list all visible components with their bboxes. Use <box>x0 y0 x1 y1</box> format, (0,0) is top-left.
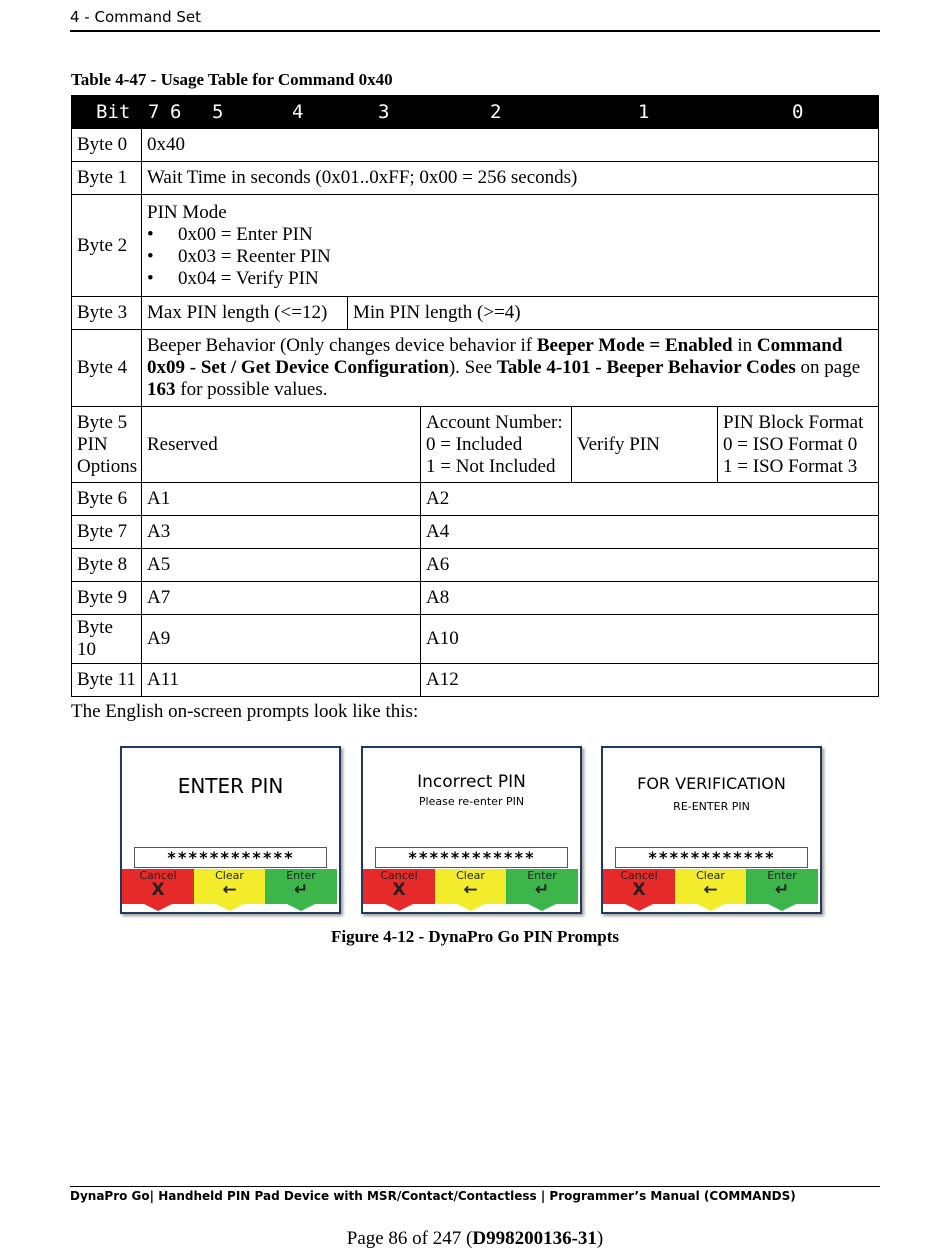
cell-a: A3 <box>142 516 421 549</box>
list-item: • 0x00 = Enter PIN <box>147 224 873 246</box>
cell-b: A2 <box>421 483 879 516</box>
byte-label: Options <box>77 455 138 477</box>
cell-a: A9 <box>142 615 421 664</box>
enter-icon: ↵ <box>774 880 790 900</box>
enter-icon: ↵ <box>293 880 309 900</box>
enter-label: Enter <box>527 869 557 882</box>
clear-button <box>435 869 506 904</box>
command-ref: Command 0x09 - Set / Get Device Configuration <box>147 335 843 378</box>
byte-label: Byte 1 <box>72 162 142 195</box>
table-row <box>72 582 879 615</box>
table-row <box>72 615 879 664</box>
prompt-title: Incorrect PIN <box>417 772 526 792</box>
bit-7: 7 <box>148 101 160 123</box>
page-number <box>0 1228 950 1250</box>
cancel-icon: X <box>151 880 165 900</box>
clear-label: Clear <box>215 869 244 882</box>
byte-label: Byte 8 <box>72 549 142 582</box>
byte0-value: 0x40 <box>142 129 879 162</box>
page-ref: 163 <box>147 379 176 400</box>
byte-label: Byte 2 <box>72 195 142 297</box>
pin-entry-field: ************ <box>375 847 568 868</box>
bit-4: 4 <box>292 101 304 123</box>
prompt-subtitle: RE-ENTER PIN <box>673 800 750 813</box>
account-line: Account Number: <box>426 411 563 433</box>
usage-table <box>71 95 879 697</box>
enter-button <box>265 869 337 904</box>
prompt-title: ENTER PIN <box>177 774 284 798</box>
beeper-text: on page <box>795 357 861 378</box>
cell-b: A10 <box>421 615 879 664</box>
enter-label: Enter <box>767 869 797 882</box>
pin-entry-field: ************ <box>615 847 808 868</box>
table-ref: Table 4-101 - Beeper Behavior Codes <box>496 357 796 378</box>
cell-b: A4 <box>421 516 879 549</box>
cancel-icon: X <box>632 880 646 900</box>
beeper-text: Beeper Behavior (Only changes device behavior if <box>147 335 537 356</box>
clear-label: Clear <box>456 869 485 882</box>
clear-button <box>675 869 746 904</box>
prompt-title: FOR VERIFICATION <box>637 774 786 793</box>
cancel-button <box>363 869 435 904</box>
list-item: • 0x04 = Verify PIN <box>147 268 873 290</box>
table-row <box>72 162 879 195</box>
enter-icon: ↵ <box>534 880 550 900</box>
table-row <box>72 664 879 697</box>
byte-label: Byte 4 <box>72 330 142 407</box>
incorrect-pin-screen <box>361 746 582 914</box>
cancel-label: Cancel <box>380 869 418 882</box>
byte-label: Byte 7 <box>72 516 142 549</box>
figure-caption: Figure 4-12 - DynaPro Go PIN Prompts <box>330 927 620 946</box>
table-row <box>72 129 879 162</box>
pin-entry-field: ************ <box>134 847 327 868</box>
keypad-buttons <box>603 869 820 904</box>
cell-a: A7 <box>142 582 421 615</box>
bit-header-row <box>72 96 879 129</box>
table-row <box>72 330 879 407</box>
page-header <box>70 6 880 32</box>
max-pin-length: Max PIN length (<=12) <box>142 297 348 330</box>
table-row <box>72 297 879 330</box>
cell-a: A1 <box>142 483 421 516</box>
clear-label: Clear <box>696 869 725 882</box>
beeper-behavior <box>142 330 879 407</box>
bit-6: 6 <box>170 101 182 123</box>
table-row <box>72 195 879 297</box>
cell-a: A5 <box>142 549 421 582</box>
account-line: 1 = Not Included <box>426 455 556 477</box>
prompt-subtitle: Please re-enter PIN <box>418 795 525 808</box>
cell-b: A6 <box>421 549 879 582</box>
format-line: PIN Block Format <box>723 411 864 433</box>
byte-label: Byte 5 <box>77 411 128 433</box>
pin-mode-title: PIN Mode <box>147 201 227 223</box>
page-footer: DynaPro Go| Handheld PIN Pad Device with MSR/Contact/Contactless | Programmer’s Manual (COMMANDS) <box>70 1186 880 1203</box>
header-title: 4 - Command Set <box>70 8 201 26</box>
beeper-text: in <box>732 335 757 356</box>
min-pin-length: Min PIN length (>=4) <box>348 297 879 330</box>
page-number-text: ) <box>596 1228 604 1249</box>
table-row <box>72 407 879 483</box>
enter-label: Enter <box>286 869 316 882</box>
verify-pin-cell: Verify PIN <box>572 407 718 483</box>
bit-3: 3 <box>378 101 390 123</box>
page-number-text: Page 86 of 247 ( <box>346 1228 473 1249</box>
cancel-label: Cancel <box>620 869 658 882</box>
byte-label: Byte 3 <box>72 297 142 330</box>
cell-a: A11 <box>142 664 421 697</box>
table-row <box>72 516 879 549</box>
byte-label: Byte 0 <box>72 129 142 162</box>
bit-0: 0 <box>792 101 804 123</box>
backspace-icon: ← <box>463 880 478 900</box>
beeper-text: for possible values. <box>175 379 328 400</box>
keypad-buttons <box>363 869 580 904</box>
cell-b: A8 <box>421 582 879 615</box>
bit-5: 5 <box>212 101 224 123</box>
table-caption: Table 4-47 - Usage Table for Command 0x40 <box>71 70 393 89</box>
cancel-button <box>603 869 675 904</box>
table-row <box>72 483 879 516</box>
body-paragraph: The English on-screen prompts look like this: <box>71 701 419 722</box>
byte1-value: Wait Time in seconds (0x01..0xFF; 0x00 = 256 seconds) <box>142 162 879 195</box>
enter-pin-screen <box>120 746 341 914</box>
byte-label: PIN <box>77 433 108 455</box>
account-number-cell <box>421 407 572 483</box>
backspace-icon: ← <box>222 880 237 900</box>
cancel-button <box>122 869 194 904</box>
cell-b: A12 <box>421 664 879 697</box>
byte5-label <box>72 407 142 483</box>
byte-label: Byte 6 <box>72 483 142 516</box>
pin-block-format-cell <box>718 407 879 483</box>
cancel-label: Cancel <box>139 869 177 882</box>
bit-2: 2 <box>490 101 502 123</box>
account-line: 0 = Included <box>426 433 523 455</box>
bit-1: 1 <box>638 101 650 123</box>
byte-label: Byte 11 <box>72 664 142 697</box>
pin-mode-list <box>147 224 873 290</box>
beeper-text: ). See <box>448 357 497 378</box>
clear-button <box>194 869 265 904</box>
bit-label: Bit <box>96 101 131 123</box>
pin-mode-cell <box>142 195 879 297</box>
backspace-icon: ← <box>703 880 718 900</box>
table-row <box>72 549 879 582</box>
enter-button <box>746 869 818 904</box>
format-line: 0 = ISO Format 0 <box>723 433 858 455</box>
enter-button <box>506 869 578 904</box>
verification-pin-screen <box>601 746 822 914</box>
reserved-cell: Reserved <box>142 407 421 483</box>
beeper-mode-ref: Beeper Mode = Enabled <box>536 335 733 356</box>
format-line: 1 = ISO Format 3 <box>723 455 858 477</box>
byte-label: Byte 9 <box>72 582 142 615</box>
document-id: D998200136-31 <box>472 1228 597 1249</box>
list-item: • 0x03 = Reenter PIN <box>147 246 873 268</box>
byte-label: Byte 10 <box>72 615 142 664</box>
keypad-buttons <box>122 869 339 904</box>
cancel-icon: X <box>392 880 406 900</box>
